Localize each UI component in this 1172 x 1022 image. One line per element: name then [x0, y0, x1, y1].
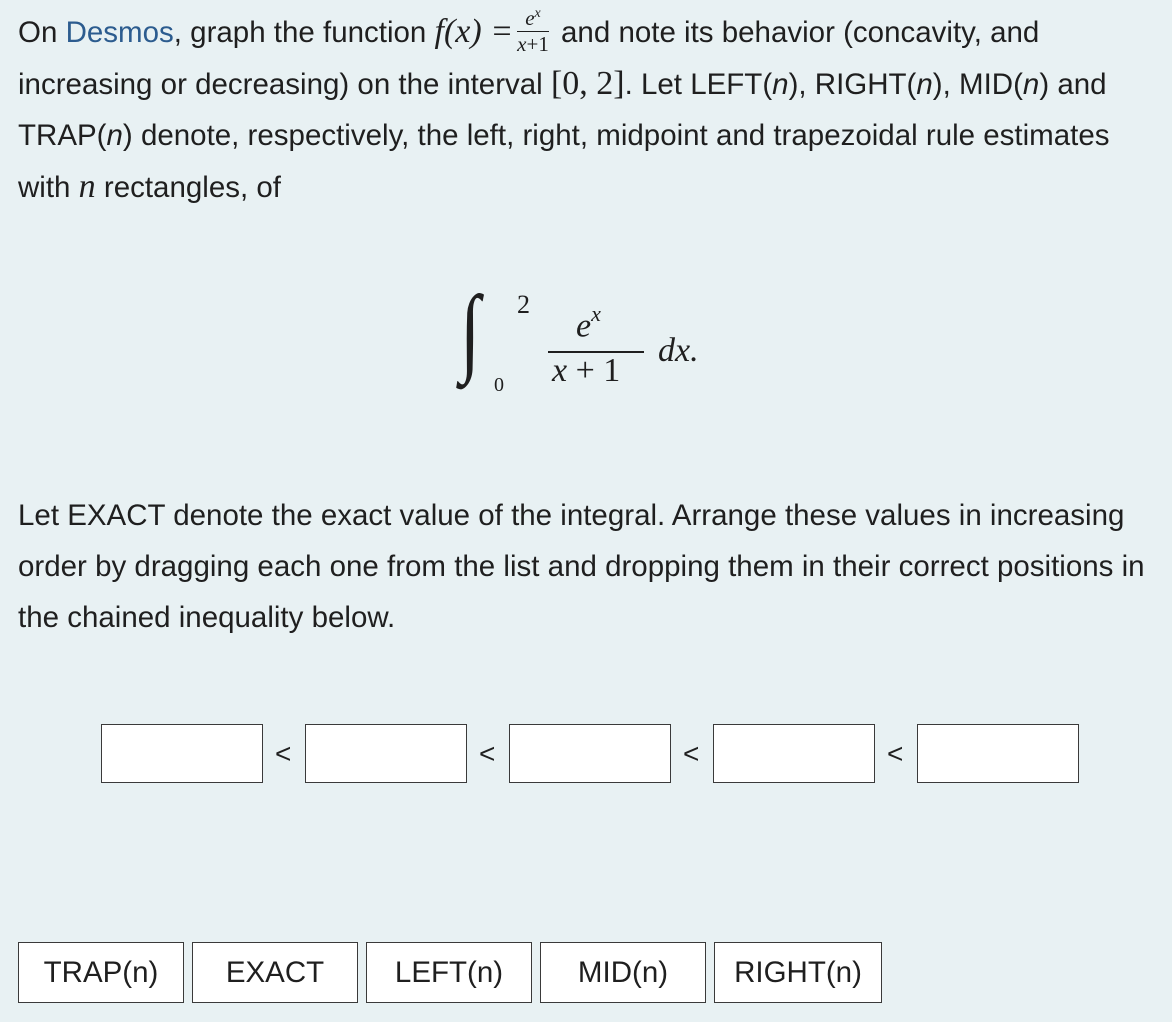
integral-sign-icon: ∫ — [460, 277, 481, 385]
definite-integral — [460, 277, 740, 410]
function-label: f(x) = — [434, 13, 514, 50]
interval: [0, 2] — [550, 65, 625, 103]
drop-slot-2[interactable] — [305, 724, 467, 783]
intro-text: On — [18, 16, 66, 49]
integral-lower-limit: 0 — [494, 374, 504, 396]
intro-text: . Let LEFT( — [624, 68, 773, 102]
intro-text: , graph the function — [173, 16, 435, 49]
drop-slot-1[interactable] — [101, 724, 263, 783]
question-intro: On Desmos, graph the function f(x) = $\frac{e^x}{x+1}$ and note its behavior (concavity, and increasing or decreasing) on the interval [0, 2]. Let LEFT(n), RIGHT(n), MID(n) and TRAP(n) denote, respectively, the left, right, midpoint and trapezoidal rule estimates with n rectangles, of — [18, 6, 1110, 206]
function-fraction: $\frac{e^x}{x+1}$ — [517, 6, 549, 57]
drag-item-right[interactable]: RIGHT(n) — [714, 942, 882, 1003]
intro-text: and note its behavior (concavity, and increasing or decreasing) on the interval — [18, 16, 1040, 102]
desmos-link[interactable]: Desmos — [65, 16, 174, 49]
drag-item-trap[interactable]: TRAP(n) — [18, 942, 184, 1003]
drop-slot-3[interactable] — [509, 724, 671, 783]
drop-slot-4[interactable] — [713, 724, 875, 783]
drag-item-left[interactable]: LEFT(n) — [366, 942, 532, 1003]
less-than-sign: < — [479, 738, 496, 769]
drop-slot-5[interactable] — [917, 724, 1079, 783]
integrand-numerator: $e^x$ — [576, 301, 601, 345]
less-than-sign: < — [683, 738, 700, 769]
instruction-text: Let EXACT denote the exact value of the integral. Arrange these values in increasing order by dragging each one from the list and dropping them in their correct positions in the chained inequality below. — [18, 499, 1145, 634]
drag-item-exact[interactable]: EXACT — [192, 942, 358, 1003]
integral-upper-limit: 2 — [517, 290, 530, 319]
differential: dx. — [658, 332, 699, 369]
less-than-sign: < — [887, 738, 904, 769]
less-than-sign: < — [275, 738, 292, 769]
integrand-denominator: x + 1 — [552, 352, 621, 389]
drag-item-mid[interactable]: MID(n) — [540, 942, 706, 1003]
